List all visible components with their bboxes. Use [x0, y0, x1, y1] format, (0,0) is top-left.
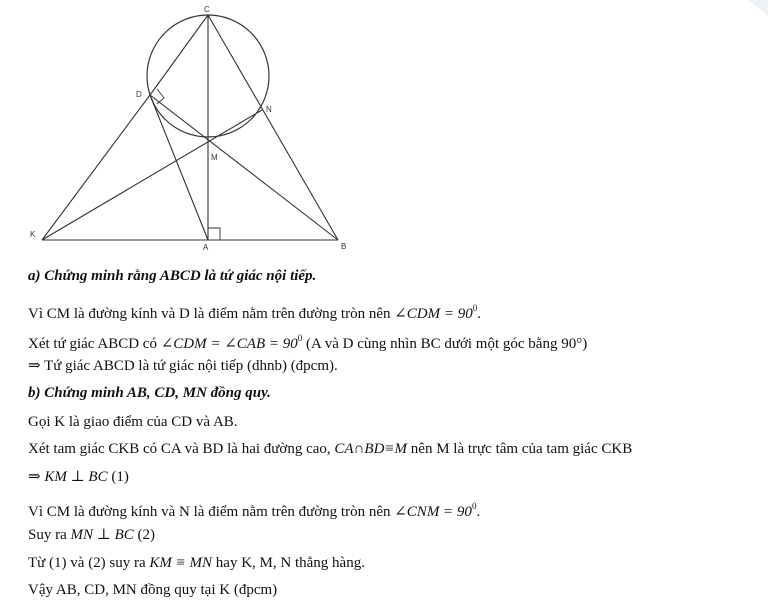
label-B: B: [341, 242, 347, 251]
part-b-line-7: Vậy AB, CD, MN đồng quy tại K (đpcm): [28, 582, 278, 598]
part-b-line-5: [28, 525, 155, 545]
text-end: (A và D cùng nhìn BC dưới một góc bằng 90°): [306, 336, 588, 352]
part-a-heading: a) Chứng minh rằng ABCD là tứ giác nội tiếp.: [28, 268, 317, 284]
math: ∠CNM = 90: [394, 504, 472, 520]
right-angle-A: [208, 228, 220, 240]
superscript: 0: [471, 501, 477, 511]
part-b-line-1: Gọi K là giao điểm của CD và AB.: [28, 414, 238, 430]
math: KM ⊥ BC: [44, 469, 108, 485]
label-D: D: [136, 90, 142, 99]
math: MN ⊥ BC: [70, 527, 134, 543]
part-b-heading: b) Chứng minh AB, CD, MN đồng quy.: [28, 385, 271, 401]
segment-CB: [208, 15, 338, 240]
label-N: N: [266, 105, 272, 114]
text: Suy ra: [28, 527, 67, 543]
part-b-line-6: [28, 553, 365, 573]
text-end: hay K, M, N thẳng hàng.: [215, 555, 365, 571]
math: ∠CDM = ∠CAB = 90: [160, 336, 298, 352]
math: KM ≡ MN: [149, 555, 213, 571]
implies-arrow: ⇒: [28, 469, 41, 485]
label-C: C: [204, 5, 210, 14]
part-a-line-2: [28, 328, 587, 354]
math: ∠CDM = 90: [394, 306, 473, 322]
text-end: .: [476, 504, 481, 520]
segment-KN: [42, 110, 262, 240]
part-a-line-1: [28, 298, 481, 324]
page-corner-decoration: [728, 0, 768, 16]
text-end: (1): [111, 469, 129, 485]
text: Từ (1) và (2) suy ra: [28, 555, 146, 571]
text: Xét tam giác CKB có CA và BD là hai đường cao,: [28, 441, 331, 457]
text-end: (2): [137, 527, 156, 543]
part-a-line-3: [28, 356, 338, 376]
part-b-line-3: [28, 467, 129, 487]
text: Xét tứ giác ABCD có: [28, 336, 157, 352]
implies-arrow: ⇒: [28, 358, 41, 374]
text-end: nên M là trực tâm của tam giác CKB: [410, 441, 633, 457]
segment-DB: [150, 95, 338, 240]
math: CA∩BD≡M: [334, 441, 408, 457]
segment-KD: [42, 95, 150, 240]
superscript: 0: [297, 333, 303, 343]
segment-CD: [150, 15, 208, 95]
text: Vì CM là đường kính và N là điểm nằm trên đường tròn nên: [28, 504, 391, 520]
label-A: A: [203, 243, 209, 252]
label-K: K: [30, 230, 36, 239]
part-b-line-2: [28, 439, 632, 459]
geometry-figure: [0, 0, 420, 258]
part-b-line-4: [28, 496, 480, 522]
text-end: .: [477, 306, 482, 322]
text: Tứ giác ABCD là tứ giác nội tiếp (dhnb) (đpcm).: [44, 358, 338, 374]
text: Vì CM là đường kính và D là điểm nằm trên đường tròn nên: [28, 306, 391, 322]
label-M: M: [211, 153, 218, 162]
superscript: 0: [472, 303, 478, 313]
